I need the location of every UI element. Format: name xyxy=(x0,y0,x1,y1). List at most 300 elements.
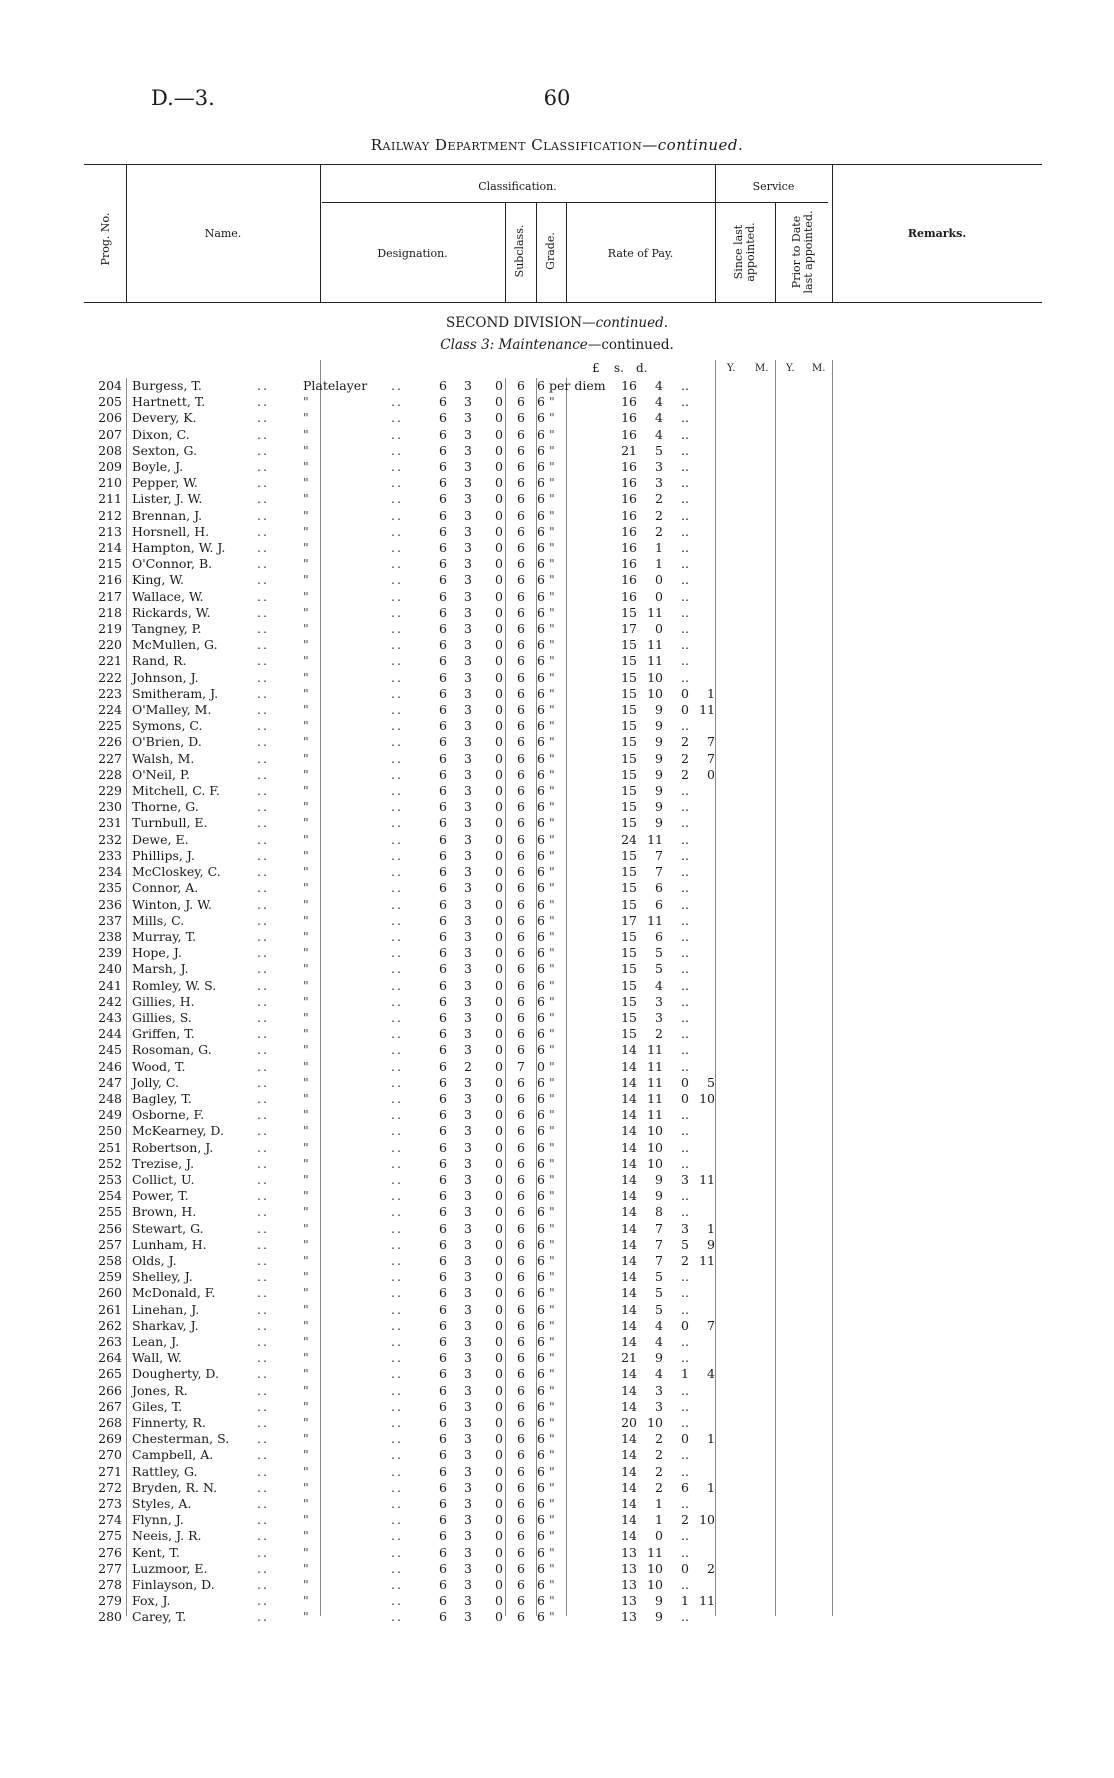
leader-dots-text: .. xyxy=(257,540,269,556)
cell-no: 230 xyxy=(98,799,122,815)
leader-dots-text: .. xyxy=(391,459,403,475)
cell-d: 6 xyxy=(537,426,545,442)
cell-name: Kent, T. xyxy=(132,1544,180,1560)
cell-grade: 3 xyxy=(464,750,472,766)
cell-p: 0 xyxy=(495,1026,503,1042)
header-prior-to-date: Prior to Date last appointed. xyxy=(790,210,815,294)
cell-sub: 6 xyxy=(439,1317,447,1333)
cell-sub: 6 xyxy=(439,734,447,750)
cell-d: 6 xyxy=(537,1333,545,1349)
cell-s: 6 xyxy=(517,475,525,491)
leader-dots-text: .. xyxy=(257,669,269,685)
cell-py: 0 xyxy=(681,1317,689,1333)
cell-y: 14 xyxy=(621,1366,637,1382)
leader-dots-text: .. xyxy=(257,1447,269,1463)
cell-p: 0 xyxy=(495,993,503,1009)
cell-per: " xyxy=(549,734,555,750)
cell-d: 6 xyxy=(537,1188,545,1204)
cell-grade: 3 xyxy=(464,1171,472,1187)
cell-name: Burgess, T. xyxy=(132,378,202,393)
cell-grade: 3 xyxy=(464,1107,472,1123)
leader-dots-text: .. xyxy=(257,961,269,977)
cell-sub: 6 xyxy=(439,540,447,556)
leader-dots xyxy=(391,1269,431,1285)
cell-s: 6 xyxy=(517,1188,525,1204)
cell-pm xyxy=(689,783,715,799)
cell-designation: " xyxy=(303,540,309,556)
leader-dots-text: .. xyxy=(391,1447,403,1463)
cell-name: Neeis, J. R. xyxy=(132,1528,202,1544)
cell-per: " xyxy=(549,1560,555,1576)
cell-sub: 6 xyxy=(439,1431,447,1447)
leader-dots-text: .. xyxy=(391,831,403,847)
cell-sub: 6 xyxy=(439,1026,447,1042)
leader-dots-text: .. xyxy=(257,1479,269,1495)
leader-dots xyxy=(257,1107,299,1123)
table-row xyxy=(84,1188,715,1204)
cell-y: 16 xyxy=(621,378,637,393)
cell-s: 6 xyxy=(517,685,525,701)
cell-per: " xyxy=(549,491,555,507)
leader-dots-text: .. xyxy=(391,1512,403,1528)
cell-name: Rattley, G. xyxy=(132,1463,198,1479)
leader-dots xyxy=(257,524,299,540)
cell-no: 256 xyxy=(98,1220,122,1236)
cell-per: " xyxy=(549,604,555,620)
leader-dots-text: .. xyxy=(257,1252,269,1268)
table-row xyxy=(84,1172,715,1188)
cell-pm xyxy=(689,670,715,686)
unit-months: M. xyxy=(755,363,769,374)
cell-designation: " xyxy=(303,604,309,620)
cell-py: 2 xyxy=(681,734,689,750)
leader-dots xyxy=(257,1188,299,1204)
cell-designation: Platelayer xyxy=(303,378,368,393)
cell-grade: 3 xyxy=(464,1609,472,1625)
leader-dots-text: .. xyxy=(391,734,403,750)
cell-py: .. xyxy=(681,378,689,393)
cell-s: 6 xyxy=(517,507,525,523)
cell-p: 0 xyxy=(495,1123,503,1139)
table-row xyxy=(84,702,715,718)
cell-py: 0 xyxy=(681,1431,689,1447)
cell-py: .. xyxy=(681,1544,689,1560)
class-heading xyxy=(0,337,1114,353)
leader-dots xyxy=(391,410,431,426)
cell-name: Trezise, J. xyxy=(132,1155,195,1171)
cell-m: 10 xyxy=(647,669,663,685)
leader-dots xyxy=(391,1512,431,1528)
table-row xyxy=(84,459,715,475)
cell-pm xyxy=(689,1026,715,1042)
cell-no: 206 xyxy=(98,410,122,426)
cell-d: 6 xyxy=(537,1593,545,1609)
leader-dots-text: .. xyxy=(391,1528,403,1544)
cell-d: 6 xyxy=(537,1463,545,1479)
cell-py: 3 xyxy=(681,1220,689,1236)
leader-dots xyxy=(257,1010,299,1026)
leader-dots-text: .. xyxy=(257,1123,269,1139)
cell-d: 6 xyxy=(537,410,545,426)
cell-pm: 1 xyxy=(707,1479,715,1495)
cell-m: 11 xyxy=(647,1042,663,1058)
leader-dots xyxy=(257,1545,299,1561)
cell-s: 6 xyxy=(517,799,525,815)
cell-designation: " xyxy=(303,1188,309,1204)
cell-no: 252 xyxy=(98,1155,122,1171)
table-row xyxy=(84,378,715,394)
cell-m: 9 xyxy=(655,718,663,734)
cell-name: Bagley, T. xyxy=(132,1090,192,1106)
cell-no: 234 xyxy=(98,864,122,880)
cell-per: " xyxy=(549,750,555,766)
cell-per: " xyxy=(549,653,555,669)
cell-s: 6 xyxy=(517,961,525,977)
cell-grade: 3 xyxy=(464,1204,472,1220)
cell-d: 6 xyxy=(537,1609,545,1625)
cell-sub: 6 xyxy=(439,685,447,701)
cell-pm xyxy=(689,1350,715,1366)
cell-sub: 6 xyxy=(439,621,447,637)
cell-py: .. xyxy=(681,847,689,863)
leader-dots-text: .. xyxy=(257,426,269,442)
leader-dots-text: .. xyxy=(391,1593,403,1609)
cell-sub: 6 xyxy=(439,896,447,912)
cell-s: 6 xyxy=(517,783,525,799)
cell-designation: " xyxy=(303,1593,309,1609)
cell-designation: " xyxy=(303,1074,309,1090)
cell-py: .. xyxy=(681,1528,689,1544)
cell-py: 1 xyxy=(681,1366,689,1382)
cell-per: " xyxy=(549,426,555,442)
cell-per: " xyxy=(549,1350,555,1366)
cell-s: 6 xyxy=(517,1496,525,1512)
cell-y: 15 xyxy=(621,977,637,993)
leader-dots xyxy=(257,1577,299,1593)
leader-dots xyxy=(391,1399,431,1415)
cell-sub: 6 xyxy=(439,1171,447,1187)
cell-no: 207 xyxy=(98,426,122,442)
cell-d: 6 xyxy=(537,880,545,896)
cell-s: 6 xyxy=(517,1366,525,1382)
cell-designation: " xyxy=(303,1350,309,1366)
leader-dots xyxy=(257,670,299,686)
cell-m: 10 xyxy=(647,1577,663,1593)
cell-grade: 3 xyxy=(464,1123,472,1139)
cell-py: .. xyxy=(681,1333,689,1349)
cell-p: 0 xyxy=(495,1593,503,1609)
cell-name: Horsnell, H. xyxy=(132,523,210,539)
cell-p: 0 xyxy=(495,1301,503,1317)
table-row xyxy=(84,783,715,799)
cell-designation: " xyxy=(303,702,309,718)
leader-dots xyxy=(257,1091,299,1107)
leader-dots xyxy=(257,1237,299,1253)
leader-dots-text: .. xyxy=(257,766,269,782)
cell-per: " xyxy=(549,1123,555,1139)
leader-dots-text: .. xyxy=(391,621,403,637)
cell-designation: " xyxy=(303,977,309,993)
leader-dots xyxy=(391,864,431,880)
cell-pm xyxy=(689,394,715,410)
cell-no: 275 xyxy=(98,1528,122,1544)
table-row xyxy=(84,394,715,410)
cell-designation: " xyxy=(303,1252,309,1268)
cell-py: .. xyxy=(681,426,689,442)
cell-d: 6 xyxy=(537,1544,545,1560)
cell-per: " xyxy=(549,1512,555,1528)
cell-name: O'Neil, P. xyxy=(132,766,190,782)
cell-no: 209 xyxy=(98,459,122,475)
cell-name: Thorne, G. xyxy=(132,799,199,815)
cell-name: Jolly, C. xyxy=(132,1074,179,1090)
leader-dots xyxy=(391,832,431,848)
cell-per: " xyxy=(549,961,555,977)
leader-dots-text: .. xyxy=(257,1285,269,1301)
cell-d: 6 xyxy=(537,1171,545,1187)
leader-dots-text: .. xyxy=(391,1382,403,1398)
cell-per: " xyxy=(549,1058,555,1074)
cell-p: 0 xyxy=(495,1171,503,1187)
cell-y: 14 xyxy=(621,1398,637,1414)
cell-sub: 6 xyxy=(439,475,447,491)
cell-d: 6 xyxy=(537,1431,545,1447)
cell-p: 0 xyxy=(495,1366,503,1382)
cell-designation: " xyxy=(303,1560,309,1576)
leader-dots-text: .. xyxy=(391,1496,403,1512)
cell-d: 6 xyxy=(537,442,545,458)
cell-d: 6 xyxy=(537,1155,545,1171)
leader-dots-text: .. xyxy=(391,1301,403,1317)
cell-no: 260 xyxy=(98,1285,122,1301)
cell-designation: " xyxy=(303,1366,309,1382)
cell-pm xyxy=(689,637,715,653)
cell-p: 0 xyxy=(495,1188,503,1204)
cell-s: 6 xyxy=(517,815,525,831)
cell-no: 273 xyxy=(98,1496,122,1512)
cell-designation: " xyxy=(303,961,309,977)
table-row xyxy=(84,994,715,1010)
cell-py: .. xyxy=(681,1188,689,1204)
cell-designation: " xyxy=(303,1317,309,1333)
cell-pm xyxy=(689,864,715,880)
table-row xyxy=(84,491,715,507)
cell-sub: 6 xyxy=(439,1593,447,1609)
cell-p: 0 xyxy=(495,410,503,426)
leader-dots-text: .. xyxy=(391,1236,403,1252)
cell-s: 6 xyxy=(517,637,525,653)
leader-dots xyxy=(391,1350,431,1366)
cell-m: 9 xyxy=(655,1593,663,1609)
cell-py: .. xyxy=(681,475,689,491)
cell-m: 7 xyxy=(655,1220,663,1236)
table-row xyxy=(84,1431,715,1447)
cell-no: 246 xyxy=(98,1058,122,1074)
leader-dots xyxy=(391,929,431,945)
cell-m: 1 xyxy=(655,1496,663,1512)
cell-m: 9 xyxy=(655,750,663,766)
cell-p: 0 xyxy=(495,1512,503,1528)
cell-name: Olds, J. xyxy=(132,1252,177,1268)
cell-no: 278 xyxy=(98,1577,122,1593)
cell-p: 0 xyxy=(495,928,503,944)
leader-dots-text: .. xyxy=(257,1528,269,1544)
leader-dots-text: .. xyxy=(391,410,403,426)
cell-m: 11 xyxy=(647,831,663,847)
cell-p: 0 xyxy=(495,1544,503,1560)
cell-pm xyxy=(689,443,715,459)
cell-p: 0 xyxy=(495,1155,503,1171)
leader-dots-text: .. xyxy=(257,653,269,669)
cell-p: 0 xyxy=(495,702,503,718)
cell-py: .. xyxy=(681,783,689,799)
cell-name: McKearney, D. xyxy=(132,1123,224,1139)
leader-dots-text: .. xyxy=(391,961,403,977)
cell-sub: 6 xyxy=(439,507,447,523)
cell-d: 6 xyxy=(537,1252,545,1268)
cell-name: Brennan, J. xyxy=(132,507,203,523)
leader-dots xyxy=(391,508,431,524)
leader-dots xyxy=(257,1285,299,1301)
cell-m: 5 xyxy=(655,945,663,961)
leader-dots-text: .. xyxy=(257,637,269,653)
cell-pm xyxy=(689,1156,715,1172)
cell-pm xyxy=(689,897,715,913)
cell-no: 243 xyxy=(98,1009,122,1025)
cell-p: 0 xyxy=(495,1042,503,1058)
cell-sub: 6 xyxy=(439,426,447,442)
cell-pm xyxy=(689,1528,715,1544)
cell-py: .. xyxy=(681,507,689,523)
cell-name: Jones, R. xyxy=(132,1382,188,1398)
leader-dots-text: .. xyxy=(391,637,403,653)
cell-no: 221 xyxy=(98,653,122,669)
cell-m: 6 xyxy=(655,928,663,944)
cell-py: .. xyxy=(681,540,689,556)
cell-per: " xyxy=(549,475,555,491)
leader-dots xyxy=(391,443,431,459)
rule-7 xyxy=(775,202,776,302)
cell-m: 3 xyxy=(655,1398,663,1414)
table-row xyxy=(84,1447,715,1463)
cell-designation: " xyxy=(303,1577,309,1593)
cell-p: 0 xyxy=(495,734,503,750)
cell-per: " xyxy=(549,945,555,961)
cell-grade: 3 xyxy=(464,702,472,718)
cell-p: 0 xyxy=(495,1090,503,1106)
cell-y: 15 xyxy=(621,1009,637,1025)
cell-d: 6 xyxy=(537,1269,545,1285)
cell-per: " xyxy=(549,1415,555,1430)
cell-p: 0 xyxy=(495,1560,503,1576)
cell-y: 15 xyxy=(621,702,637,718)
cell-designation: " xyxy=(303,426,309,442)
leader-dots-text: .. xyxy=(391,1042,403,1058)
table-row xyxy=(84,1399,715,1415)
table-row xyxy=(84,508,715,524)
cell-pm xyxy=(689,880,715,896)
leader-dots-text: .. xyxy=(391,1285,403,1301)
leader-dots-text: .. xyxy=(391,864,403,880)
cell-sub: 6 xyxy=(439,1009,447,1025)
cell-m: 4 xyxy=(655,394,663,410)
cell-m: 7 xyxy=(655,1252,663,1268)
leader-dots xyxy=(257,508,299,524)
cell-name: Power, T. xyxy=(132,1188,189,1204)
table-row xyxy=(84,572,715,588)
cell-p: 0 xyxy=(495,961,503,977)
cell-y: 14 xyxy=(621,1317,637,1333)
cell-per: " xyxy=(549,540,555,556)
cell-sub: 6 xyxy=(439,394,447,410)
cell-no: 214 xyxy=(98,540,122,556)
cell-pm: 0 xyxy=(707,766,715,782)
cell-pm xyxy=(689,508,715,524)
cell-no: 210 xyxy=(98,475,122,491)
leader-dots xyxy=(257,653,299,669)
cell-grade: 3 xyxy=(464,523,472,539)
cell-s: 6 xyxy=(517,1431,525,1447)
cell-s: 6 xyxy=(517,378,525,393)
cell-per: " xyxy=(549,1382,555,1398)
cell-sub: 6 xyxy=(439,1609,447,1625)
cell-d: 6 xyxy=(537,912,545,928)
cell-p: 0 xyxy=(495,1074,503,1090)
leader-dots xyxy=(391,427,431,443)
cell-y: 21 xyxy=(621,442,637,458)
cell-py: .. xyxy=(681,459,689,475)
leader-dots xyxy=(257,1221,299,1237)
cell-sub: 6 xyxy=(439,604,447,620)
cell-d: 6 xyxy=(537,734,545,750)
cell-s: 6 xyxy=(517,1042,525,1058)
cell-m: 11 xyxy=(647,1074,663,1090)
cell-y: 14 xyxy=(621,1236,637,1252)
cell-grade: 3 xyxy=(464,1577,472,1593)
cell-s: 6 xyxy=(517,1074,525,1090)
cell-m: 2 xyxy=(655,1479,663,1495)
cell-y: 14 xyxy=(621,1301,637,1317)
cell-per: " xyxy=(549,621,555,637)
cell-pm: 7 xyxy=(707,1317,715,1333)
leader-dots-text: .. xyxy=(391,799,403,815)
leader-dots xyxy=(391,1496,431,1512)
cell-p: 0 xyxy=(495,442,503,458)
cell-s: 6 xyxy=(517,847,525,863)
leader-dots xyxy=(391,394,431,410)
leader-dots xyxy=(391,1302,431,1318)
cell-s: 6 xyxy=(517,1415,525,1430)
header-service: Service xyxy=(752,180,795,193)
cell-d: 6 xyxy=(537,977,545,993)
leader-dots xyxy=(257,994,299,1010)
cell-y: 15 xyxy=(621,799,637,815)
cell-per: " xyxy=(549,394,555,410)
leader-dots xyxy=(257,1026,299,1042)
cell-pm xyxy=(689,1285,715,1301)
leader-dots xyxy=(257,848,299,864)
cell-no: 216 xyxy=(98,572,122,588)
cell-grade: 3 xyxy=(464,847,472,863)
cell-grade: 3 xyxy=(464,1479,472,1495)
leader-dots xyxy=(257,459,299,475)
cell-y: 13 xyxy=(621,1544,637,1560)
table-row xyxy=(84,1075,715,1091)
table-row xyxy=(84,1026,715,1042)
cell-py: .. xyxy=(681,1350,689,1366)
table-row xyxy=(84,767,715,783)
cell-d: 6 xyxy=(537,1074,545,1090)
